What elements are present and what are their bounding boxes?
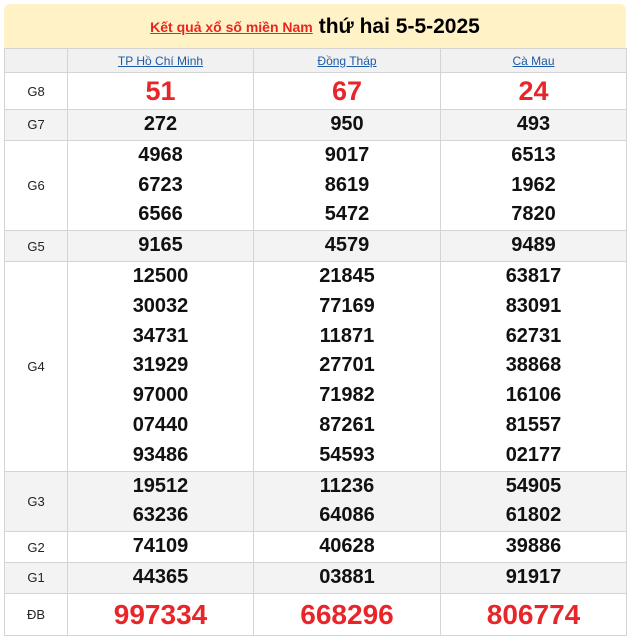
prize-number: 7820 <box>511 203 556 226</box>
prize-number: 31929 <box>132 354 189 377</box>
province-header-dong-thap <box>254 49 441 73</box>
prize-number: 63236 <box>132 504 189 527</box>
prize-label: G5 <box>5 231 68 262</box>
prize-number: 21845 <box>319 264 375 287</box>
prize-number: 93486 <box>132 443 189 466</box>
prize-cell <box>254 593 441 635</box>
prize-cell <box>441 471 627 532</box>
prize-number: 64086 <box>319 504 375 527</box>
prize-cell <box>254 261 441 471</box>
results-region-link[interactable]: Kết quả xổ số miền Nam <box>150 19 313 35</box>
prize-number: 6566 <box>138 203 183 226</box>
prize-number: 9017 <box>324 143 370 166</box>
prize-cell <box>68 110 254 141</box>
prize-cell <box>441 532 627 563</box>
prize-label: G7 <box>5 110 68 141</box>
province-link-hcm[interactable]: TP Hồ Chí Minh <box>117 53 204 68</box>
prize-cell <box>68 471 254 532</box>
prize-number: 87261 <box>319 413 375 436</box>
province-header-hcm <box>68 49 254 73</box>
prize-number: 62731 <box>505 324 562 347</box>
prize-number: 61802 <box>505 504 562 527</box>
prize-number: 54905 <box>505 474 562 497</box>
prize-cell <box>254 231 441 262</box>
prize-number: 03881 <box>319 565 375 588</box>
prize-number: 74109 <box>132 535 189 558</box>
prize-number: 77169 <box>319 294 375 317</box>
prize-cell <box>254 73 441 110</box>
prize-number: 30032 <box>132 294 189 317</box>
prize-cell <box>68 140 254 230</box>
prize-number: 07440 <box>132 413 189 436</box>
prize-number: 950 <box>330 113 364 135</box>
prize-number: 81557 <box>505 413 562 436</box>
prize-row-g8 <box>5 73 627 110</box>
prize-number: 44365 <box>132 565 189 588</box>
prize-label: ĐB <box>5 593 68 635</box>
prize-label: G2 <box>5 532 68 563</box>
prize-number: 493 <box>516 113 551 135</box>
prize-cell <box>441 261 627 471</box>
prize-label: G8 <box>5 73 68 110</box>
prize-number: 6723 <box>138 173 183 196</box>
prize-number: 51 <box>145 76 176 106</box>
prize-number: 11236 <box>319 474 375 497</box>
prize-number: 9165 <box>138 234 183 257</box>
prize-number: 34731 <box>132 324 189 347</box>
prize-number: 272 <box>143 113 178 135</box>
special-prize-number: 668296 <box>300 598 394 630</box>
prize-cell <box>254 471 441 532</box>
prize-header-cell <box>5 49 68 73</box>
prize-number: 19512 <box>132 474 189 497</box>
prize-cell <box>441 73 627 110</box>
prize-number: 54593 <box>319 443 375 466</box>
prize-number: 8619 <box>324 173 370 196</box>
prize-number: 5472 <box>324 203 370 226</box>
prize-cell <box>68 73 254 110</box>
prize-cell <box>68 562 254 593</box>
prize-number: 38868 <box>505 354 562 377</box>
prize-cell <box>68 261 254 471</box>
prize-number: 24 <box>518 76 549 106</box>
prize-row-special <box>5 593 627 635</box>
prize-number: 16106 <box>505 384 562 407</box>
prize-number: 12500 <box>132 264 189 287</box>
prize-cell <box>254 140 441 230</box>
prize-row-g1 <box>5 562 627 593</box>
prize-cell <box>254 532 441 563</box>
prize-number: 91917 <box>505 565 562 588</box>
prize-label: G6 <box>5 140 68 230</box>
prize-label: G3 <box>5 471 68 532</box>
prize-cell <box>68 231 254 262</box>
province-link-dong-thap[interactable]: Đồng Tháp <box>317 53 377 68</box>
prize-row-g4 <box>5 261 627 471</box>
province-header-row <box>5 49 627 73</box>
prize-cell <box>441 110 627 141</box>
prize-cell <box>254 562 441 593</box>
prize-number: 97000 <box>132 384 189 407</box>
prize-row-g6 <box>5 140 627 230</box>
province-link-ca-mau[interactable]: Cà Mau <box>512 53 555 68</box>
prize-number: 71982 <box>319 384 375 407</box>
prize-number: 4968 <box>138 143 183 166</box>
lottery-results-panel <box>4 4 626 636</box>
prize-number: 4579 <box>324 234 370 257</box>
prize-number: 1962 <box>511 173 556 196</box>
prize-number: 27701 <box>319 354 375 377</box>
results-date-title: thứ hai 5-5-2025 <box>318 15 480 38</box>
prize-number: 11871 <box>319 324 375 347</box>
prize-number: 39886 <box>505 535 562 558</box>
prize-cell <box>441 593 627 635</box>
prize-cell <box>441 562 627 593</box>
prize-cell <box>441 231 627 262</box>
prize-cell <box>68 532 254 563</box>
prize-number: 9489 <box>511 234 556 257</box>
prize-row-g3 <box>5 471 627 532</box>
prize-number: 6513 <box>511 143 556 166</box>
prize-row-g2 <box>5 532 627 563</box>
prize-cell <box>441 140 627 230</box>
prize-number: 83091 <box>505 294 562 317</box>
prize-cell <box>68 593 254 635</box>
results-title-bar <box>4 4 626 48</box>
special-prize-number: 806774 <box>486 598 581 630</box>
prize-label: G1 <box>5 562 68 593</box>
prize-row-g5 <box>5 231 627 262</box>
prize-number: 63817 <box>505 264 562 287</box>
special-prize-number: 997334 <box>113 598 208 630</box>
prize-label: G4 <box>5 261 68 471</box>
prize-cell <box>254 110 441 141</box>
prize-row-g7 <box>5 110 627 141</box>
prize-number: 40628 <box>319 535 375 558</box>
province-header-ca-mau <box>441 49 627 73</box>
results-table <box>4 48 627 636</box>
prize-number: 02177 <box>505 443 562 466</box>
prize-number: 67 <box>331 76 363 106</box>
